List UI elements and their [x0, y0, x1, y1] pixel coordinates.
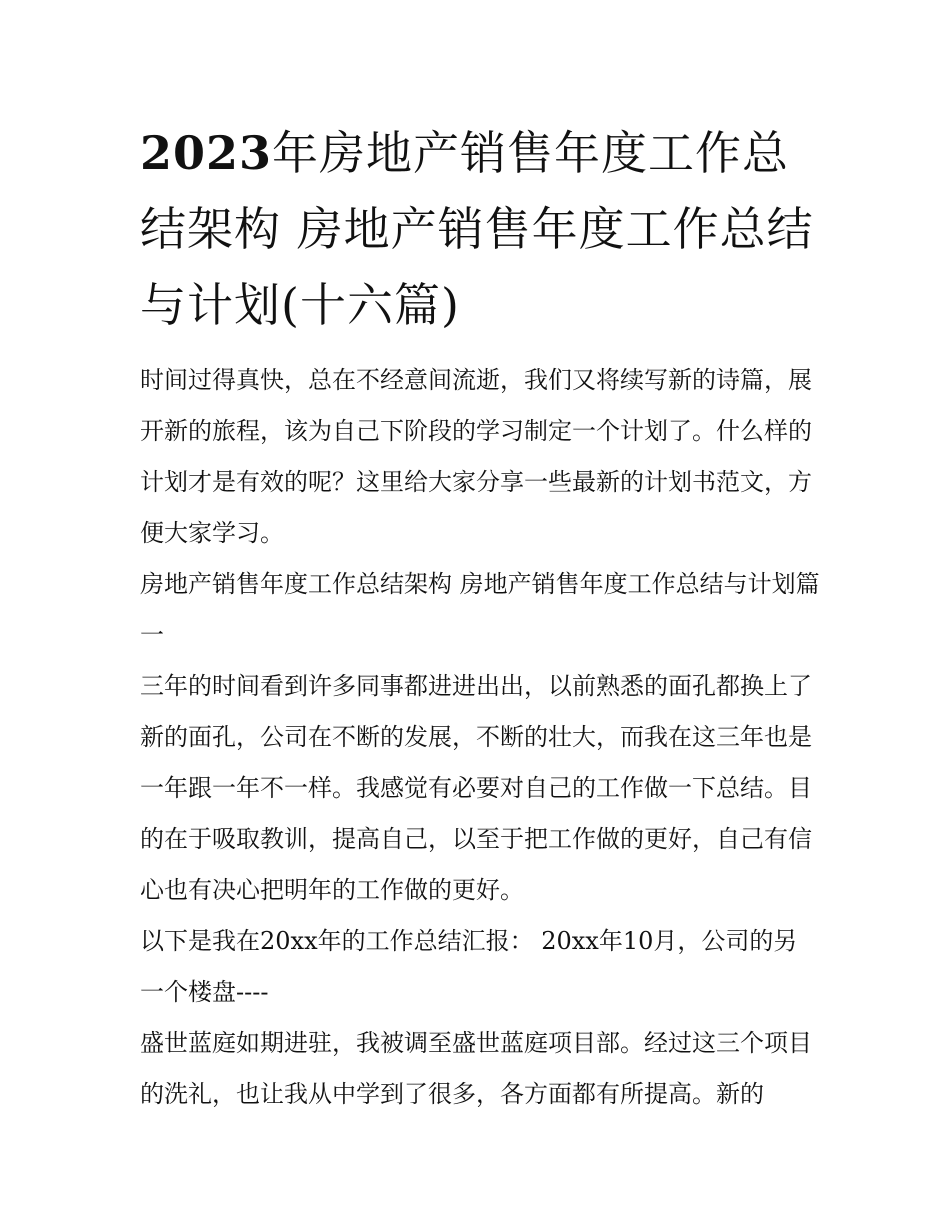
paragraph-intro: 时间过得真快，总在不经意间流逝，我们又将续写新的诗篇，展开新的旅程，该为自己下阶段的学习制定一个计划了。什么样的计划才是有效的呢？这里给大家分享一些最新的计划书范文，方便大家学习。 — [140, 366, 812, 547]
document-title — [140, 115, 820, 343]
paragraph-project: 盛世蓝庭如期进驻，我被调至盛世蓝庭项目部。经过这三个项目的洗礼，也让我从中学到了很多，各方面都有所提高。新的 — [140, 1029, 812, 1108]
document-body — [140, 355, 820, 1120]
paragraph-review: 三年的时间看到许多同事都进进出出，以前熟悉的面孔都换上了新的面孔，公司在不断的发展，不断的壮大，而我在这三年也是一年跟一年不一样。我感觉有必要对自己的工作做一下总结。目的在于吸取教训，提高自己，以至于把工作做的更好，自己有信心也有决心把明年的工作做的更好。 — [140, 672, 812, 904]
title-year: 2023 — [140, 126, 273, 180]
paragraph-report-intro: 以下是我在20xx年的工作总结汇报： 20xx年10月，公司的另一个楼盘---- — [140, 927, 798, 1006]
title-text: 年房地产销售年度工作总结架构 房地产销售年度工作总结与计划(十六篇) — [140, 126, 814, 332]
paragraph-section-heading: 房地产销售年度工作总结架构 房地产销售年度工作总结与计划篇一 — [140, 570, 820, 649]
